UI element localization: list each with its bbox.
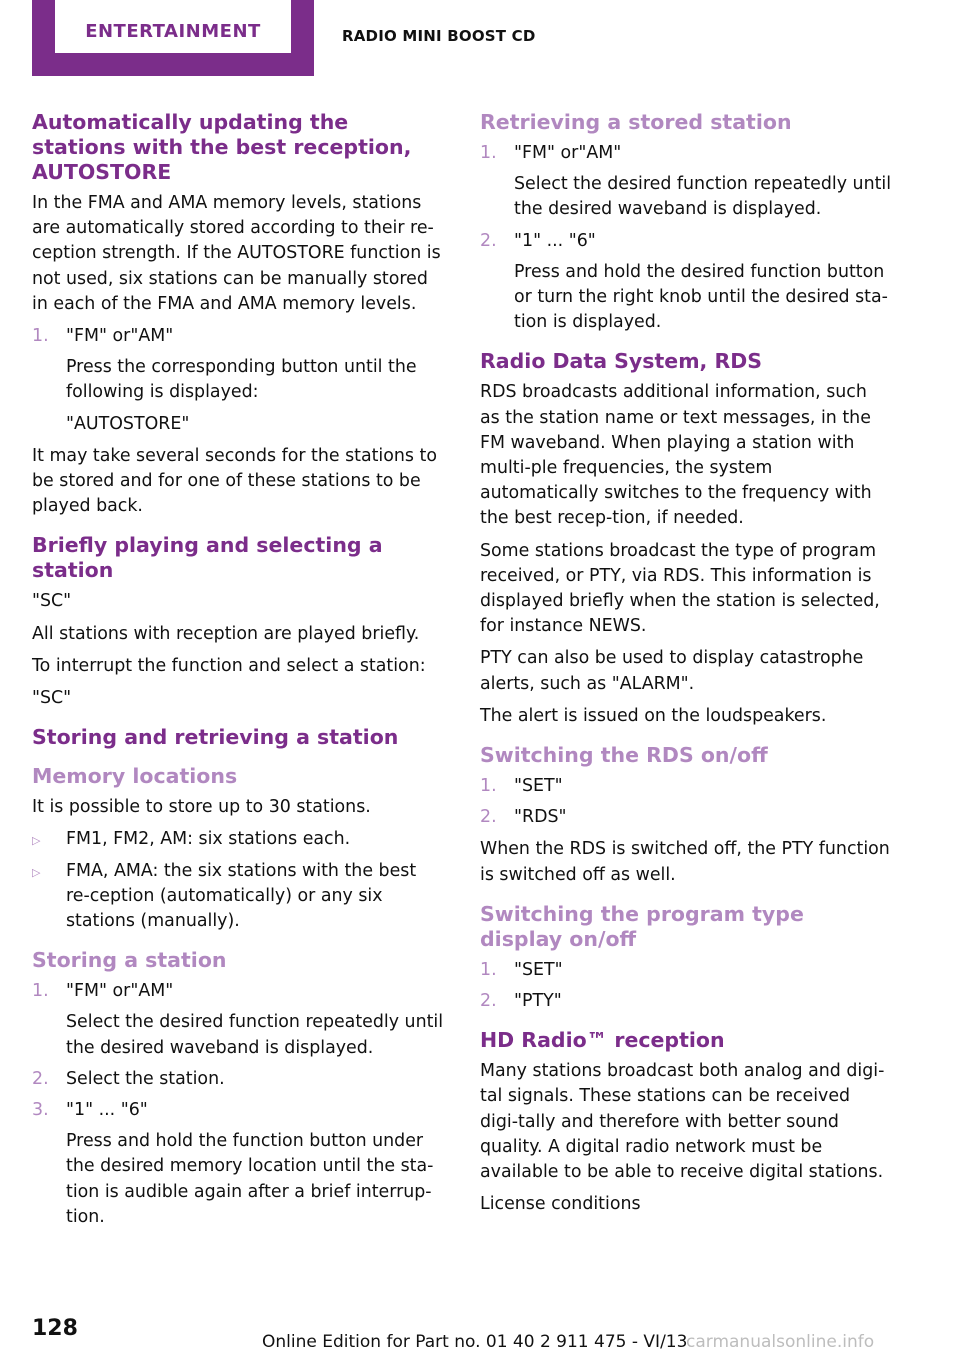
step-extra: "AUTOSTORE" bbox=[66, 413, 190, 434]
bullet-triangle-icon: ▷ bbox=[32, 834, 41, 848]
heading-memory-locations: Memory locations bbox=[32, 764, 238, 789]
memory-intro: It is possible to store up to 30 stations. bbox=[32, 797, 371, 818]
step-title: "1" ... "6" bbox=[514, 230, 596, 251]
step-title: "RDS" bbox=[514, 807, 567, 828]
briefly-line: All stations with reception are played briefly. bbox=[32, 623, 420, 644]
step-desc: Select the desired function repeatedly until the desired waveband is displayed. bbox=[66, 1012, 444, 1058]
step-title: "1" ... "6" bbox=[66, 1100, 148, 1121]
rds-switch-steps bbox=[480, 774, 892, 830]
step-desc: Select the desired function repeatedly until the desired waveband is displayed. bbox=[514, 174, 892, 220]
list-item bbox=[32, 324, 444, 437]
rds-paragraph: The alert is issued on the loudspeakers. bbox=[480, 705, 827, 726]
hd-license-link: License conditions bbox=[480, 1194, 641, 1215]
step-title: "SET" bbox=[514, 959, 563, 980]
list-item bbox=[480, 141, 892, 223]
step-desc: Press and hold the desired function button or turn the right knob until the desired sta‐tion is displayed. bbox=[514, 261, 888, 333]
autostore-steps bbox=[32, 324, 444, 437]
heading-rds-switch: Switching the RDS on/off bbox=[480, 743, 768, 768]
rds-paragraph: RDS broadcasts additional information, such as the station name or text messages, in the FM waveband. When playing a station with multi‐ple frequencies, the system automatically switches to the frequency with the best recep‐tion, if needed. bbox=[480, 382, 872, 529]
briefly-line: To interrupt the function and select a station: bbox=[32, 655, 426, 676]
bullet-text: FM1, FM2, AM: six stations each. bbox=[66, 829, 351, 850]
step-title: "SET" bbox=[514, 776, 563, 797]
list-item bbox=[480, 774, 892, 799]
list-item bbox=[480, 805, 892, 830]
retrieving-steps bbox=[480, 141, 892, 335]
step-title: "FM" or"AM" bbox=[514, 143, 622, 163]
autostore-intro: In the FMA and AMA memory levels, stations are automatically stored according to their re‐ception strength. If the AUTOSTORE function is not used, six stations can be manually stored in each of the FMA and AMA memory levels. bbox=[32, 193, 441, 314]
storing-steps bbox=[32, 979, 444, 1230]
step-title: "FM" or"AM" bbox=[66, 981, 174, 1002]
heading-autostore: Automatically updating the stations with the best reception, AUTOSTORE bbox=[32, 110, 412, 184]
step-number: 1. bbox=[32, 326, 49, 347]
hd-paragraph: Many stations broadcast both analog and digi‐tal signals. These stations can be received digi‐tally and therefore with better sound quality. A digital radio network must be available to be able to receive digital stations. bbox=[480, 1061, 885, 1183]
step-desc: Press and hold the function button under the desired memory location until the sta‐tion is audible again after a brief interrup‐tion. bbox=[66, 1131, 434, 1227]
step-title: "PTY" bbox=[514, 991, 562, 1012]
step-number: 1. bbox=[32, 981, 49, 1002]
heading-rds: Radio Data System, RDS bbox=[480, 349, 763, 374]
list-item bbox=[32, 979, 444, 1061]
heading-storing-retrieving: Storing and retrieving a station bbox=[32, 725, 399, 750]
step-number: 3. bbox=[32, 1100, 49, 1121]
rds-switch-note: When the RDS is switched off, the PTY function is switched off as well. bbox=[480, 839, 890, 885]
rds-paragraph: PTY can also be used to display catastrophe alerts, such as "ALARM". bbox=[480, 648, 864, 694]
left-column bbox=[32, 110, 444, 1237]
rds-paragraph: Some stations broadcast the type of program received, or PTY, via RDS. This information is displayed briefly when the station is selected, for instance NEWS. bbox=[480, 540, 880, 637]
list-item bbox=[480, 229, 892, 336]
chapter-tab-label: ENTERTAINMENT bbox=[85, 21, 261, 42]
memory-bullets bbox=[32, 827, 444, 934]
pty-switch-steps bbox=[480, 958, 892, 1014]
list-item bbox=[32, 827, 444, 852]
heading-retrieving-station: Retrieving a stored station bbox=[480, 110, 792, 134]
section-title: RADIO MINI BOOST CD bbox=[342, 27, 536, 45]
step-number: 1. bbox=[480, 959, 497, 980]
page-number: 128 bbox=[32, 1316, 78, 1341]
heading-pty-switch: Switching the program type display on/off bbox=[480, 901, 804, 951]
heading-briefly-playing: Briefly playing and selecting a station bbox=[32, 533, 383, 583]
step-number: 1. bbox=[480, 143, 497, 163]
step-number: 2. bbox=[480, 991, 497, 1012]
step-number: 2. bbox=[480, 230, 497, 251]
step-title: "FM" or"AM" bbox=[66, 326, 174, 347]
right-column bbox=[480, 110, 892, 1225]
step-number: 2. bbox=[480, 807, 497, 828]
step-number: 1. bbox=[480, 776, 497, 797]
list-item bbox=[32, 1098, 444, 1230]
bullet-triangle-icon: ▷ bbox=[32, 865, 41, 879]
step-desc: Press the corresponding button until the following is displayed: bbox=[66, 357, 417, 403]
heading-storing-station: Storing a station bbox=[32, 948, 227, 973]
list-item bbox=[32, 859, 444, 935]
briefly-line: "SC" bbox=[32, 591, 72, 612]
heading-hd-radio: HD Radio™ reception bbox=[480, 1028, 725, 1053]
briefly-line: "SC" bbox=[32, 688, 72, 709]
step-title: Select the station. bbox=[66, 1068, 225, 1089]
step-number: 2. bbox=[32, 1068, 49, 1089]
list-item bbox=[32, 1067, 444, 1092]
edition-footer: Online Edition for Part no. 01 40 2 911 475 - VI/13 bbox=[262, 1332, 688, 1352]
list-item bbox=[480, 989, 892, 1014]
list-item bbox=[480, 958, 892, 983]
bullet-text: FMA, AMA: the six stations with the best re‐ception (automatically) or any six stations (manually). bbox=[66, 860, 417, 932]
autostore-note: It may take several seconds for the stations to be stored and for one of these stations to be played back. bbox=[32, 445, 437, 517]
watermark: carmanualsonline.info bbox=[686, 1332, 875, 1352]
